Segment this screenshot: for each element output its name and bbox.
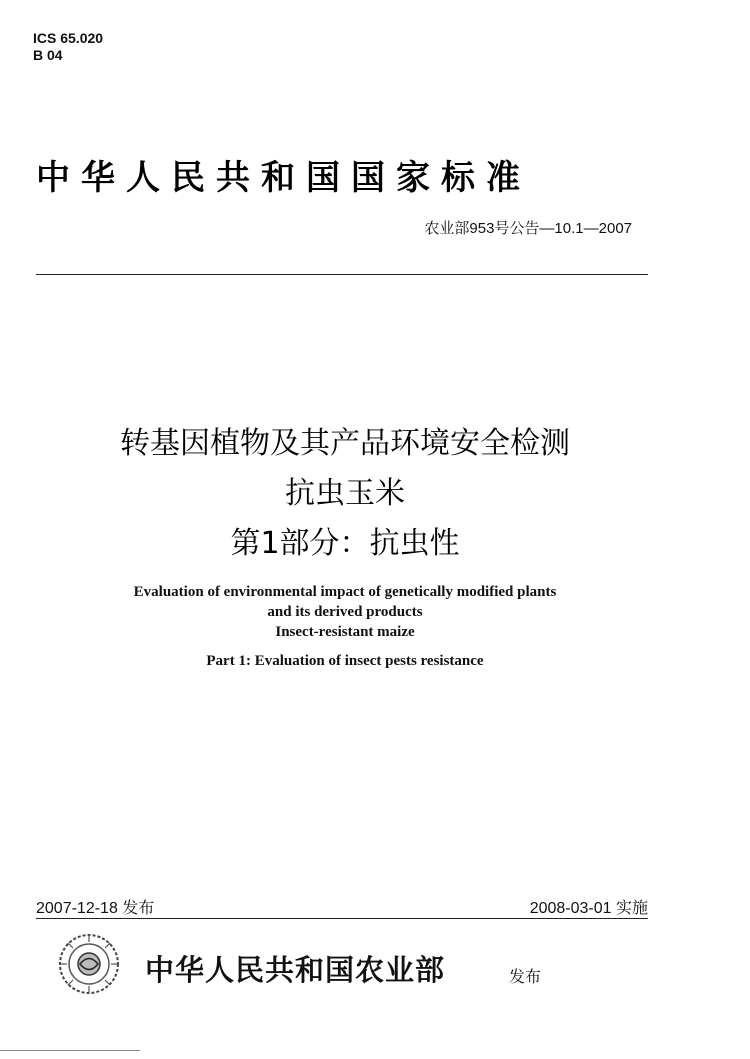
standard-number: 农业部953号公告—10.1—2007 xyxy=(424,220,632,237)
bottom-divider xyxy=(36,918,648,919)
release-date: 2007-12-18 发布 xyxy=(36,900,155,917)
class-code: B 04 xyxy=(33,47,63,63)
zh-title-line-1: 转基因植物及其产品环境安全检测 xyxy=(120,426,570,461)
zh-title-line-2: 抗虫玉米 xyxy=(285,476,405,511)
implement-date: 2008-03-01 实施 xyxy=(529,900,648,917)
zh-title-line-3: 第1部分：抗虫性 xyxy=(230,526,460,561)
classification-block xyxy=(33,30,103,64)
en-title-line-4: Part 1: Evaluation of insect pests resistance xyxy=(206,653,484,669)
ics-code: ICS 65.020 xyxy=(33,30,104,46)
footer-rule xyxy=(0,1050,140,1051)
top-divider xyxy=(36,274,648,275)
standard-title: 中华人民共和国国家标准 xyxy=(36,158,531,198)
ministry-seal-icon xyxy=(58,933,120,995)
en-title-line-1: Evaluation of environmental impact of genetically modified plants xyxy=(133,584,557,600)
issued-label: 发布 xyxy=(509,967,542,986)
en-title-line-2: and its derived products xyxy=(267,604,423,620)
issuer-name: 中华人民共和国农业部 xyxy=(145,953,446,987)
en-title-line-3: Insect-resistant maize xyxy=(275,624,415,640)
